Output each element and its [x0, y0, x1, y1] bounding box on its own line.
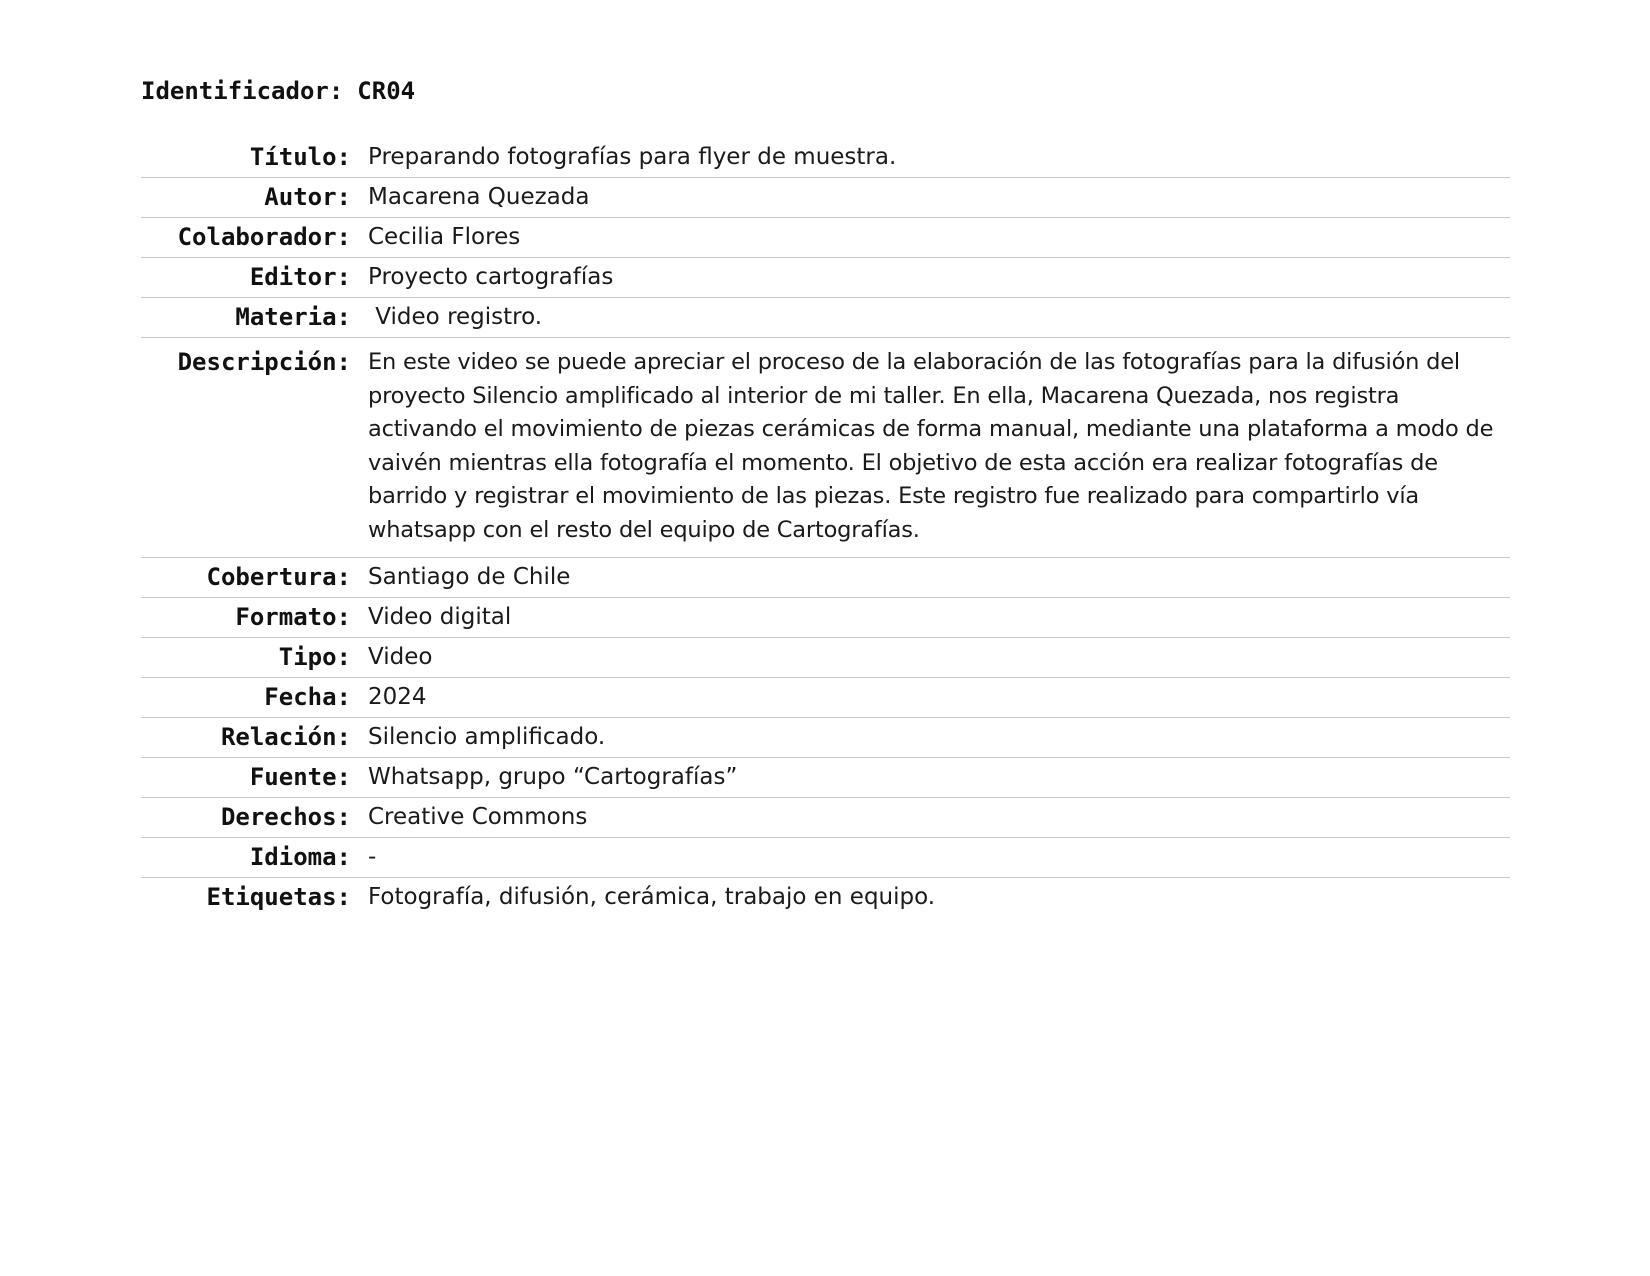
field-label: Colaborador:	[177, 223, 351, 251]
field-value: Macarena Quezada	[368, 184, 590, 210]
field-row-editor	[141, 258, 1510, 298]
identifier-line	[141, 72, 1510, 110]
metadata-sheet	[141, 72, 1510, 917]
field-label: Tipo:	[278, 643, 351, 671]
field-value: Santiago de Chile	[368, 564, 571, 590]
field-row-autor	[141, 178, 1510, 218]
field-row-tipo	[141, 638, 1510, 678]
field-row-titulo	[141, 138, 1510, 178]
field-value: Cecilia Flores	[368, 224, 521, 250]
field-value: Whatsapp, grupo “Cartografías”	[368, 764, 738, 790]
field-label: Formato:	[235, 603, 351, 631]
field-label: Título:	[249, 143, 351, 171]
field-row-materia	[141, 298, 1510, 338]
field-label: Editor:	[249, 263, 351, 291]
field-value: Preparando fotografías para flyer de muestra.	[368, 144, 897, 170]
field-value: 2024	[368, 684, 427, 710]
field-label: Fuente:	[249, 763, 351, 791]
field-value: Silencio amplificado.	[368, 724, 606, 750]
identifier-label: Identificador:	[141, 77, 344, 105]
field-label: Relación:	[220, 723, 351, 751]
identifier-value: CR04	[357, 77, 416, 105]
field-label: Derechos:	[220, 803, 351, 831]
field-value: -	[368, 844, 377, 870]
field-row-fecha	[141, 678, 1510, 718]
field-value: Video registro.	[368, 304, 543, 330]
field-row-idioma	[141, 838, 1510, 878]
field-value: Creative Commons	[368, 804, 588, 830]
field-label: Cobertura:	[206, 563, 351, 591]
field-row-cobertura	[141, 558, 1510, 598]
field-label: Materia:	[235, 303, 351, 331]
field-label: Descripción:	[177, 348, 351, 376]
field-value: Proyecto cartografías	[368, 264, 614, 290]
metadata-table	[141, 138, 1510, 917]
field-row-etiquetas	[141, 878, 1510, 917]
field-label: Idioma:	[249, 843, 351, 871]
field-row-colaborador	[141, 218, 1510, 258]
field-row-derechos	[141, 798, 1510, 838]
field-label: Etiquetas:	[206, 883, 351, 911]
field-row-formato	[141, 598, 1510, 638]
field-row-fuente	[141, 758, 1510, 798]
field-value: Video digital	[368, 604, 512, 630]
field-label: Autor:	[264, 183, 351, 211]
field-value-description: En este video se puede apreciar el proceso de la elaboración de las fotografías para la difusión del proyecto Silencio amplificado al interior de mi taller. En ella, Macarena Quezada, nos registra activando el movimiento de piezas cerámicas de forma manual, mediante una plataforma a modo de vaivén mientras ella fotografía el momento. El objetivo de esta acción era realizar fotografías de barrido y registrar el movimiento de las piezas. Este registro fue realizado para compartirlo vía whatsapp con el resto del equipo de Cartografías.	[368, 349, 1494, 543]
field-label: Fecha:	[264, 683, 351, 711]
field-row-descripcion	[141, 338, 1510, 558]
field-value: Video	[368, 644, 433, 670]
field-row-relacion	[141, 718, 1510, 758]
field-value: Fotografía, difusión, cerámica, trabajo en equipo.	[368, 884, 936, 910]
